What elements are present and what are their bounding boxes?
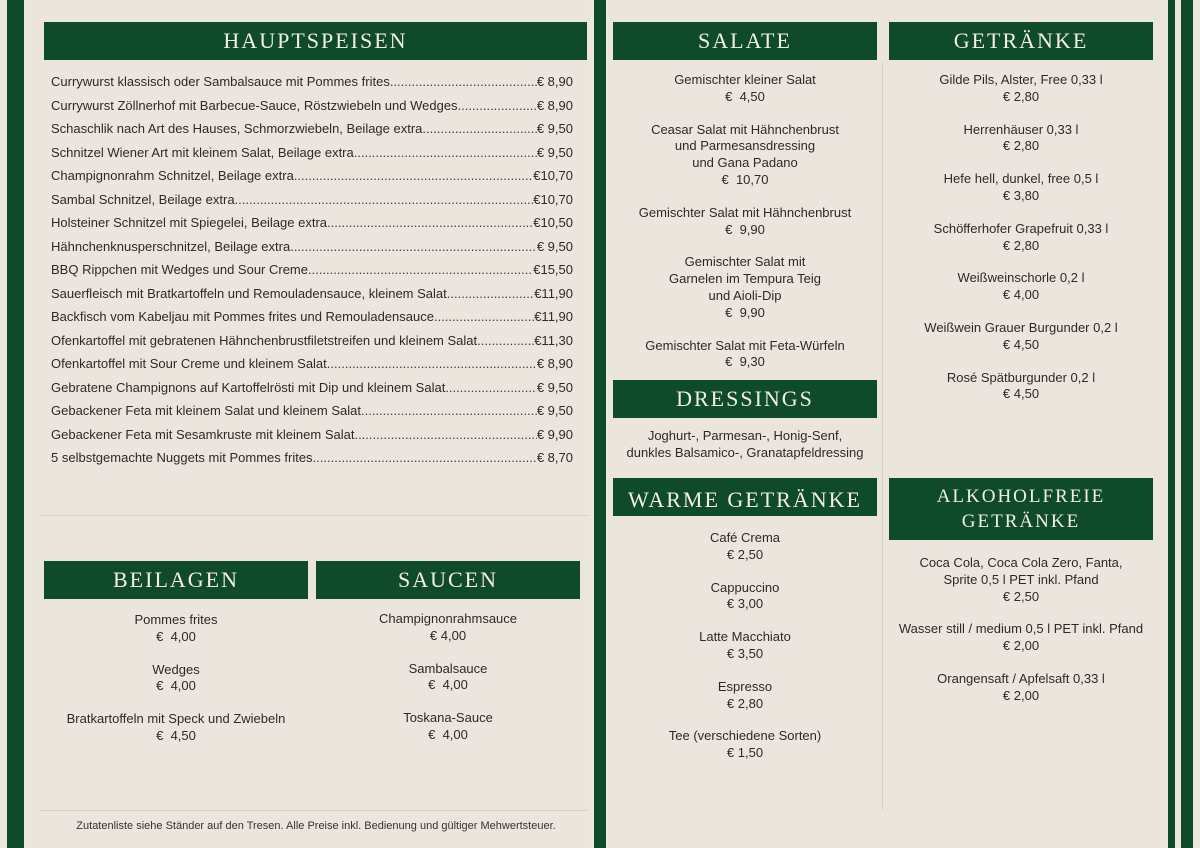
menu-item-name: Espresso — [717, 678, 773, 694]
dot-leader — [447, 282, 534, 306]
menu-item-name: Cappuccino — [710, 579, 780, 595]
menu-item — [613, 629, 877, 663]
menu-item-price: € 4,00 — [428, 726, 468, 742]
menu-item — [889, 270, 1153, 304]
footer-note: Zutatenliste siehe Ständer auf den Tresen. Alle Preise inkl. Bedienung und gültiger Mehwertsteuer. — [76, 820, 556, 832]
divider — [40, 810, 588, 811]
menu-item-name: Toskana-Sauce — [403, 710, 493, 726]
dot-leader — [390, 70, 537, 94]
menu-item-price: € 8,90 — [536, 97, 573, 113]
menu-item-name: Sauerfleisch mit Bratkartoffeln und Remouladensauce, kleinem Salat — [51, 285, 447, 301]
dot-leader — [422, 117, 536, 141]
side-dishes-list — [44, 612, 308, 761]
section-header-warme-getraenke: WARME GETRÄNKE — [613, 478, 877, 516]
menu-item — [51, 305, 573, 329]
dot-leader — [294, 164, 533, 188]
menu-item — [51, 446, 573, 470]
dot-leader — [458, 94, 537, 118]
menu-item-name: Ofenkartoffel mit gebratenen Hähnchenbrustfiletstreifen und kleinem Salat — [51, 332, 478, 348]
menu-item-price: €10,50 — [533, 215, 573, 230]
menu-item — [51, 399, 573, 423]
section-header-line: GETRÄNKE — [961, 511, 1081, 532]
menu-item — [316, 661, 580, 695]
menu-item — [51, 258, 573, 282]
menu-item-price: € 9,50 — [536, 144, 573, 160]
menu-item-price: € 2,00 — [1002, 638, 1040, 654]
menu-item — [51, 329, 573, 353]
section-header-line: ALKOHOLFREIE — [936, 486, 1106, 507]
menu-item-name: Wedges — [152, 661, 200, 677]
menu-item — [51, 188, 573, 212]
menu-item — [44, 711, 308, 745]
column-divider — [882, 62, 883, 810]
menu-item-name: Coca Cola, Coca Cola Zero, Fanta, Sprite 0,5 l PET inkl. Pfand — [919, 555, 1123, 587]
menu-item-name: Gilde Pils, Alster, Free 0,33 l — [939, 72, 1103, 87]
menu-item-price: € 1,50 — [726, 745, 764, 761]
menu-item — [44, 662, 308, 696]
menu-item-name: Schöfferhofer Grapefruit 0,33 l — [933, 220, 1109, 236]
left-border-bar — [7, 0, 24, 848]
menu-item-price: € 3,00 — [726, 596, 764, 612]
dot-leader — [308, 258, 533, 282]
menu-item-price: € 4,00 — [428, 677, 468, 693]
menu-item-price: € 2,50 — [1002, 588, 1040, 604]
menu-item — [51, 164, 573, 188]
menu-item-name: Ceasar Salat mit Hähnchenbrust und Parmesansdressing und Gana Padano — [651, 121, 839, 171]
dot-leader — [327, 211, 533, 235]
menu-item-name: Bratkartoffeln mit Speck und Zwiebeln — [66, 711, 286, 727]
dot-leader — [354, 423, 536, 447]
menu-item — [51, 117, 573, 141]
menu-item-name: Sambal Schnitzel, Beilage extra — [51, 191, 235, 207]
menu-item — [889, 320, 1153, 354]
dressings-text: Joghurt-, Parmesan-, Honig-Senf, dunkles Balsamico-, Granatapfeldressing — [626, 428, 864, 460]
dot-leader — [354, 141, 537, 165]
menu-item-price: € 9,90 — [536, 426, 573, 442]
menu-item — [51, 70, 573, 94]
menu-item — [889, 171, 1153, 205]
menu-item-price: € 9,90 — [725, 221, 765, 237]
menu-item-price: € 4,00 — [156, 678, 196, 694]
dot-leader — [235, 188, 534, 212]
menu-item-name: Gebackener Feta mit Sesamkruste mit kleinem Salat — [51, 426, 355, 442]
menu-item-price: € 4,50 — [1002, 336, 1040, 352]
menu-item-price: € 4,50 — [1002, 386, 1040, 402]
menu-item-price: € 2,80 — [1002, 138, 1040, 154]
sauces-list — [316, 611, 580, 760]
menu-item-price: € 4,00 — [429, 627, 467, 643]
menu-item-name: Pommes frites — [134, 612, 218, 627]
menu-item-name: Holsteiner Schnitzel mit Spiegelei, Beilage extra — [51, 215, 328, 230]
menu-item-name: BBQ Rippchen mit Wedges und Sour Creme — [51, 262, 308, 277]
menu-item — [51, 282, 573, 306]
section-header-dressings: DRESSINGS — [613, 380, 877, 418]
menu-item-price: € 8,90 — [536, 74, 573, 89]
right-border-bar-inner — [1168, 0, 1175, 848]
menu-item — [613, 122, 877, 189]
menu-item-price: € 9,50 — [536, 403, 573, 418]
menu-item-name: Gebackener Feta mit kleinem Salat und kleinem Salat — [51, 403, 361, 418]
menu-item-name: Latte Macchiato — [699, 629, 791, 645]
menu-item-price: €11,90 — [534, 285, 573, 301]
menu-item-price: €10,70 — [533, 168, 573, 183]
menu-item-price: € 3,50 — [726, 645, 764, 661]
menu-item-name: Champignonrahmsauce — [378, 611, 518, 626]
menu-item-name: Sambalsauce — [408, 660, 488, 676]
section-header-alkoholfreie-getraenke — [889, 478, 1153, 540]
menu-item-price: € 2,00 — [1002, 687, 1040, 703]
right-border-bar-outer — [1181, 0, 1193, 848]
menu-item — [51, 94, 573, 118]
dot-leader — [477, 329, 534, 353]
menu-item-price: € 3,80 — [1002, 187, 1040, 203]
menu-item-name: Ofenkartoffel mit Sour Creme und kleinem Salat — [51, 356, 327, 371]
menu-item-price: € 8,90 — [536, 356, 573, 371]
section-header-saucen: SAUCEN — [316, 561, 580, 599]
dot-leader — [361, 399, 537, 423]
menu-item-price: € 2,80 — [1002, 237, 1040, 253]
menu-item — [889, 122, 1153, 156]
menu-item-name: Currywurst Zöllnerhof mit Barbecue-Sauce, Röstzwiebeln und Wedges — [51, 97, 458, 113]
menu-item-price: €11,90 — [534, 309, 573, 324]
divider — [40, 515, 588, 516]
menu-item-name: Gemischter Salat mit Feta-Würfeln — [645, 337, 845, 353]
menu-item-price: € 8,70 — [536, 450, 573, 465]
section-header-hauptspeisen: HAUPTSPEISEN — [44, 22, 587, 60]
menu-item — [51, 423, 573, 447]
salads-list — [613, 72, 877, 387]
menu-item-name: Café Crema — [709, 530, 781, 545]
menu-item-name: Hähnchenknusperschnitzel, Beilage extra — [51, 238, 291, 254]
dot-leader — [434, 305, 534, 329]
menu-item — [613, 254, 877, 321]
menu-item — [889, 671, 1153, 705]
menu-item — [613, 580, 877, 614]
menu-item — [613, 728, 877, 762]
menu-item-name: Wasser still / medium 0,5 l PET inkl. Pfand — [898, 621, 1144, 637]
menu-item-price: € 2,50 — [726, 546, 764, 562]
menu-item — [889, 621, 1153, 655]
menu-item — [316, 710, 580, 744]
menu-item-price: € 9,50 — [536, 379, 573, 395]
menu-item — [613, 679, 877, 713]
menu-item-name: Herrenhäuser 0,33 l — [963, 121, 1079, 137]
menu-item-price: € 9,50 — [536, 121, 573, 136]
menu-item-name: Orangensaft / Apfelsaft 0,33 l — [937, 670, 1105, 686]
menu-item-price: € 4,00 — [156, 628, 196, 644]
menu-item — [51, 352, 573, 376]
section-header-beilagen: BEILAGEN — [44, 561, 308, 599]
menu-item-price: €15,50 — [533, 262, 573, 277]
menu-item-price: € 9,90 — [725, 304, 765, 320]
menu-item-name: Gemischter Salat mit Garnelen im Tempura Teig und Aioli-Dip — [669, 254, 821, 303]
dot-leader — [327, 352, 537, 376]
menu-item-price: €11,30 — [534, 332, 573, 348]
menu-item — [613, 338, 877, 372]
menu-item — [889, 221, 1153, 255]
menu-item — [316, 611, 580, 645]
menu-item — [889, 370, 1153, 404]
menu-item-price: € 4,50 — [156, 727, 196, 743]
hot-drinks-list — [613, 530, 877, 778]
dot-leader — [313, 446, 537, 470]
menu-item — [889, 555, 1153, 605]
menu-item-name: Currywurst klassisch oder Sambalsauce mit Pommes frites — [51, 74, 390, 89]
menu-item-price: € 9,50 — [536, 238, 573, 254]
menu-item — [44, 612, 308, 646]
menu-item-name: Rosé Spätburgunder 0,2 l — [946, 369, 1096, 385]
drinks-list — [889, 72, 1153, 419]
menu-item — [51, 141, 573, 165]
menu-item-name: Champignonrahm Schnitzel, Beilage extra — [51, 168, 294, 183]
menu-item-price: €10,70 — [533, 191, 573, 207]
main-dishes-list — [51, 70, 573, 470]
menu-item-name: Weißweinschorle 0,2 l — [957, 270, 1085, 286]
menu-item — [613, 72, 877, 106]
menu-item-name: Weißwein Grauer Burgunder 0,2 l — [924, 319, 1118, 335]
menu-item-price: € 4,00 — [1002, 287, 1040, 303]
soft-drinks-list — [889, 555, 1153, 721]
menu-item — [613, 205, 877, 239]
menu-item — [51, 235, 573, 259]
menu-item-name: Schaschlik nach Art des Hauses, Schmorzwiebeln, Beilage extra — [51, 121, 423, 136]
menu-item — [613, 530, 877, 564]
menu-item — [889, 72, 1153, 106]
center-border-bar — [594, 0, 606, 848]
menu-item-price: € 9,30 — [725, 354, 765, 370]
menu-item-name: Schnitzel Wiener Art mit kleinem Salat, Beilage extra — [51, 144, 354, 160]
dot-leader — [290, 235, 537, 259]
dot-leader — [445, 376, 537, 400]
menu-item-price: € 10,70 — [721, 171, 769, 187]
menu-item-price: € 2,80 — [726, 695, 764, 711]
menu-item-name: Gemischter kleiner Salat — [674, 72, 816, 87]
menu-item — [51, 211, 573, 235]
menu-item-name: Backfisch vom Kabeljau mit Pommes frites und Remouladensauce — [51, 309, 434, 324]
menu-item-name: Hefe hell, dunkel, free 0,5 l — [943, 171, 1099, 187]
menu-item-price: € 4,50 — [725, 88, 765, 104]
menu-item-price: € 2,80 — [1002, 88, 1040, 104]
menu-item — [51, 376, 573, 400]
section-header-salate: SALATE — [613, 22, 877, 60]
menu-item-name: Tee (verschiedene Sorten) — [668, 728, 822, 744]
menu-item-name: Gemischter Salat mit Hähnchenbrust — [638, 204, 852, 220]
menu-item-name: Gebratene Champignons auf Kartoffelrösti mit Dip und kleinem Salat — [51, 379, 446, 395]
menu-item-name: 5 selbstgemachte Nuggets mit Pommes frites — [51, 450, 313, 465]
section-header-getraenke: GETRÄNKE — [889, 22, 1153, 60]
